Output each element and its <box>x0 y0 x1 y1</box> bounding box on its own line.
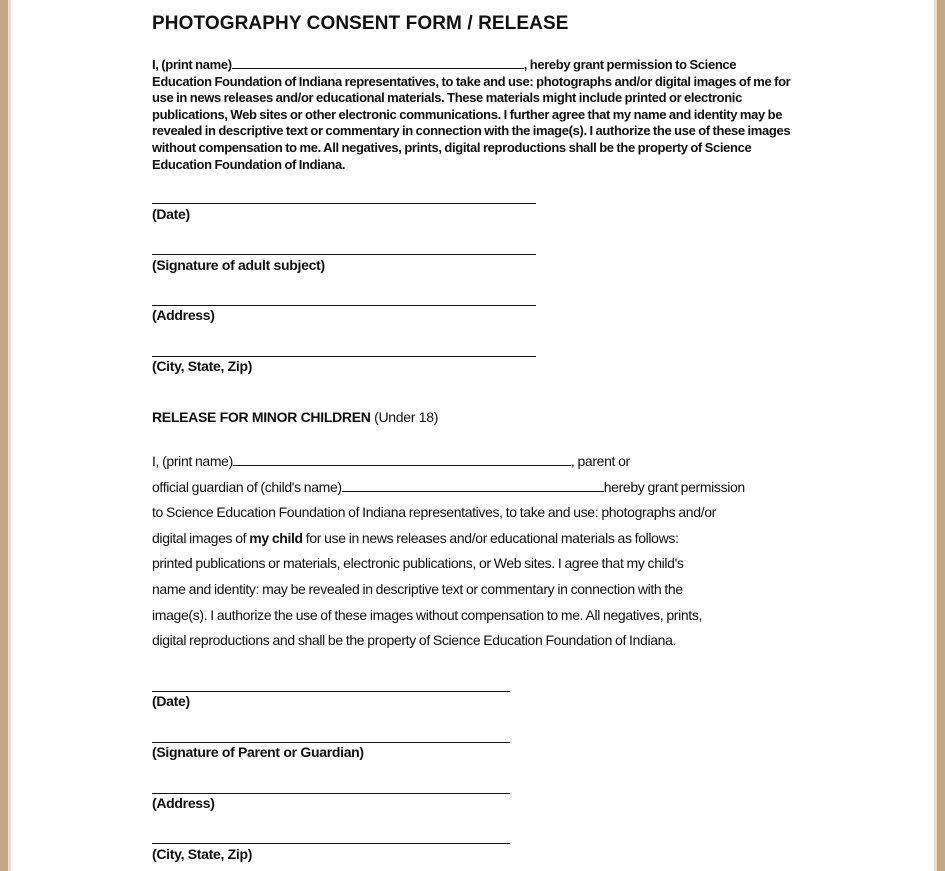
adult-consent-text: , hereby grant permission to Science Education Foundation of Indiana representatives, to take and use: photographs and/or digital images of me for use in news releases and/or educational materials. These materials might include printed or electronic publications, Web sites or other electronic communications. I further agree that my name and identity may be revealed in descriptive text or commentary in connection with the image(s). I authorize the use of these images without compensation to me. All negatives, prints, digital reproductions shall be the property of Science Education Foundation of Indiana. <box>152 57 791 172</box>
parent-signature-line[interactable] <box>152 742 510 743</box>
minor-address-label: (Address) <box>152 795 215 811</box>
minor-print-name-blank[interactable] <box>233 453 571 466</box>
minor-text-line-7: image(s). I authorize the use of these images without compensation to me. All negatives, prints, <box>152 606 703 623</box>
minor-city-state-zip-line[interactable] <box>152 843 510 844</box>
city-state-zip-label: (City, State, Zip) <box>152 358 253 374</box>
print-name-label: I, (print name) <box>152 57 232 72</box>
child-name-label: official guardian of (child's name) <box>152 478 342 495</box>
date-signature-line[interactable] <box>152 203 536 204</box>
minor-release-heading <box>152 409 438 425</box>
parent-signature-label: (Signature of Parent or Guardian) <box>152 744 364 760</box>
minor-text-line-6: name and identity: may be revealed in descriptive text or commentary in connection with the <box>152 580 683 597</box>
date-label: (Date) <box>152 206 190 222</box>
child-name-blank[interactable] <box>342 479 604 492</box>
minor-print-name-label: I, (print name) <box>152 453 233 469</box>
address-label: (Address) <box>152 307 215 323</box>
adult-consent-paragraph <box>152 56 797 173</box>
minor-text-my-child: my child <box>249 529 303 546</box>
adult-signature-label: (Signature of adult subject) <box>152 257 325 273</box>
form-title: PHOTOGRAPHY CONSENT FORM / RELEASE <box>152 13 569 34</box>
minor-text-line-3: to Science Education Foundation of Indiana representatives, to take and use: photographs and/or <box>152 504 716 521</box>
city-state-zip-line[interactable] <box>152 356 536 357</box>
minor-heading-age: (Under 18) <box>370 409 439 425</box>
minor-text-line-5: printed publications or materials, electronic publications, or Web sites. I agree that my child's <box>152 555 684 572</box>
minor-text-line-8: digital reproductions and shall be the property of Science Education Foundation of Indiana. <box>152 632 677 649</box>
minor-date-line[interactable] <box>152 691 510 692</box>
minor-date-label: (Date) <box>152 693 190 709</box>
minor-heading-text: RELEASE FOR MINOR CHILDREN <box>152 409 371 425</box>
minor-city-state-zip-label: (City, State, Zip) <box>152 846 253 862</box>
minor-consent-paragraph <box>152 449 812 654</box>
minor-text-line-4a: digital images of <box>152 529 250 546</box>
parent-or-text: , parent or <box>570 453 630 469</box>
print-name-blank[interactable] <box>232 56 524 69</box>
minor-address-line[interactable] <box>152 793 510 794</box>
grant-permission-text: hereby grant permission <box>603 478 745 495</box>
address-line[interactable] <box>152 305 536 306</box>
adult-signature-line[interactable] <box>152 254 536 255</box>
minor-text-line-4c: for use in news releases and/or educational materials as follows: <box>302 529 679 546</box>
